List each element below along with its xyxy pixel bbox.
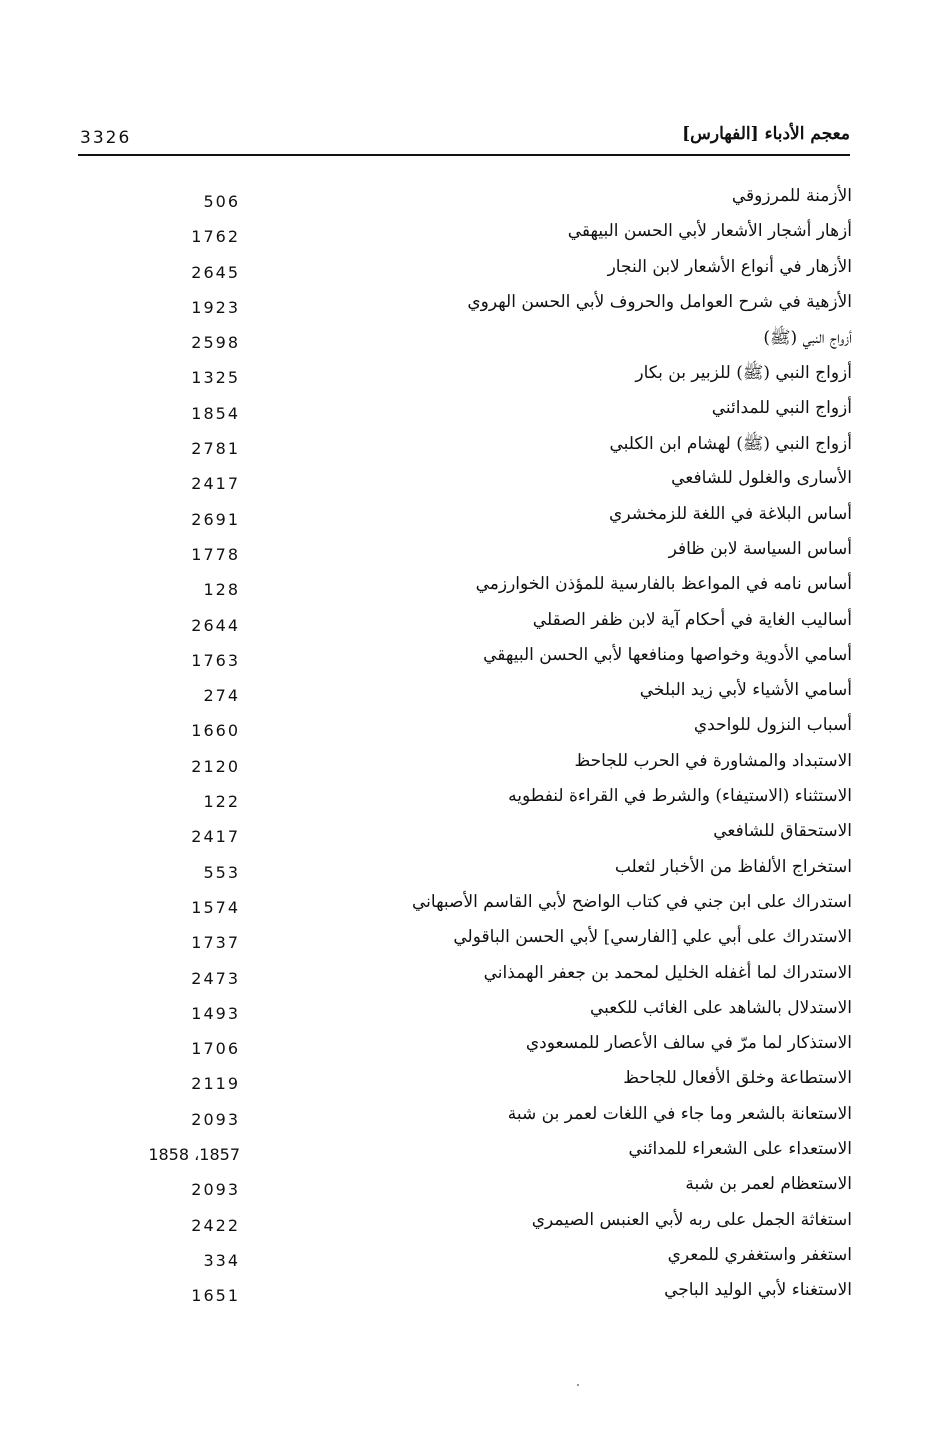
index-entry	[110, 1243, 852, 1278]
entry-page-numbers: 2422	[191, 1215, 240, 1235]
index-entry	[110, 890, 852, 925]
entry-page-numbers: 122	[203, 792, 240, 812]
index-entry	[110, 678, 852, 713]
entry-page-numbers: 1737	[191, 933, 240, 953]
entry-page-numbers: 1325	[191, 368, 240, 388]
entry-page-numbers: 2119	[191, 1074, 240, 1094]
entry-title: الاستطاعة وخلق الأفعال للجاحظ	[623, 1068, 852, 1089]
entry-title: الاستثناء (الاستيفاء) والشرط في القراءة لنفطويه	[508, 786, 852, 807]
entry-page-numbers: 1923	[191, 297, 240, 317]
entry-page-numbers: 2598	[191, 333, 240, 353]
entry-page-numbers: 2120	[191, 756, 240, 776]
entry-title: الأزهار في أنواع الأشعار لابن النجار	[607, 256, 852, 277]
index-entry	[110, 855, 852, 890]
entry-page-numbers: 2093	[191, 1109, 240, 1129]
entry-title: الاستدراك لما أغفله الخليل لمحمد بن جعفر الهمذاني	[483, 962, 852, 983]
entry-title: استخراج الألفاظ من الأخبار لثعلب	[614, 856, 852, 877]
entry-title: الاستذكار لما مرّ في سالف الأعصار للمسعودي	[525, 1033, 852, 1054]
entry-title: الأزمنة للمرزوقي	[731, 186, 852, 206]
entry-title: استدراك على ابن جني في كتاب الواضح لأبي القاسم الأصبهاني	[412, 891, 852, 912]
entry-title: الاستحقاق للشافعي	[713, 821, 852, 842]
entry-page-numbers: 334	[203, 1250, 240, 1270]
index-entry	[110, 608, 852, 643]
entry-title: أسباب النزول للواحدي	[693, 715, 852, 736]
index-entry	[110, 996, 852, 1031]
entry-page-numbers: 2473	[191, 968, 240, 988]
entry-title: الاستعظام لعمر بن شبة	[685, 1174, 852, 1195]
page-number: 3326	[80, 128, 132, 148]
entry-title: أزواج النبي (ﷺ) لهشام ابن الكلبي	[609, 434, 852, 455]
entry-page-numbers: 128	[203, 580, 240, 600]
entry-page-numbers: 2417	[191, 827, 240, 847]
index-entry	[110, 749, 852, 784]
running-title: معجم الأدباء [الفهارس]	[682, 124, 850, 144]
entry-page-numbers: 1660	[191, 721, 240, 741]
entry-page-numbers: 1706	[191, 1039, 240, 1059]
entry-title: أزواج النبي (ﷺ) للزبير بن بكار	[635, 363, 852, 384]
entry-title: الأسارى والغلول للشافعي	[671, 468, 852, 489]
entry-title: الاستعداء على الشعراء للمدائني	[628, 1139, 852, 1160]
index-entry	[110, 1172, 852, 1207]
entry-page-numbers: 553	[203, 862, 240, 882]
entry-page-numbers: 1763	[191, 650, 240, 670]
entry-title: أزواج النبي للمدائني	[711, 397, 852, 418]
entry-title: أساس البلاغة في اللغة للزمخشري	[609, 503, 852, 524]
index-entry	[110, 396, 852, 431]
index-entry	[110, 502, 852, 537]
index-entry	[110, 290, 852, 325]
entry-title: الأزهية في شرح العوامل والحروف لأبي الحسن الهروي	[467, 291, 852, 312]
index-entry	[110, 184, 852, 219]
index-entry	[110, 360, 852, 395]
index-entry	[110, 466, 852, 501]
index-entry	[110, 1102, 852, 1137]
entry-page-numbers: 1493	[191, 1003, 240, 1023]
entry-page-numbers: 1778	[191, 544, 240, 564]
index-entry	[110, 1208, 852, 1243]
scan-speck	[577, 1384, 579, 1386]
entry-page-numbers: 2781	[191, 439, 240, 459]
entry-page-numbers: 1574	[191, 897, 240, 917]
entry-title: أزواج النبي (ﷺ)	[763, 328, 852, 349]
index-entry	[110, 431, 852, 466]
entry-page-numbers: 274	[203, 686, 240, 706]
index-entry	[110, 1066, 852, 1101]
entry-page-numbers: 2691	[191, 509, 240, 529]
entry-title: أسامي الأدوية وخواصها ومنافعها لأبي الحسن البيهقي	[483, 644, 852, 665]
entry-title: أساليب الغاية في أحكام آية لابن ظفر الصقلي	[532, 609, 852, 630]
entry-title: الاستدراك على أبي علي [الفارسي] لأبي الحسن الباقولي	[453, 927, 852, 948]
index-entry	[110, 819, 852, 854]
index-entry	[110, 572, 852, 607]
entry-title: أسامي الأشياء لأبي زيد البلخي	[639, 680, 852, 701]
entry-title: أساس السياسة لابن ظافر	[668, 538, 852, 559]
index-list	[110, 184, 852, 1314]
index-entry	[110, 925, 852, 960]
index-entry	[110, 1031, 852, 1066]
entry-page-numbers: 1651	[191, 1286, 240, 1306]
index-entry	[110, 784, 852, 819]
entry-title: الاستغناء لأبي الوليد الباجي	[664, 1280, 852, 1301]
entry-page-numbers: 1762	[191, 227, 240, 247]
index-entry	[110, 961, 852, 996]
entry-page-numbers: 2417	[191, 474, 240, 494]
entry-title: الاستدلال بالشاهد على الغائب للكعبي	[589, 997, 852, 1018]
entry-title: استغفر واستغفري للمعري	[667, 1244, 852, 1265]
entry-page-numbers: 1857، 1858	[148, 1145, 240, 1165]
index-entry	[110, 1278, 852, 1313]
entry-title: الاستعانة بالشعر وما جاء في اللغات لعمر بن شبة	[507, 1103, 852, 1124]
index-entry	[110, 537, 852, 572]
entry-page-numbers: 2093	[191, 1180, 240, 1200]
entry-title: الاستبداد والمشاورة في الحرب للجاحظ	[574, 750, 852, 771]
entry-title: أزهار أشجار الأشعار لأبي الحسن البيهقي	[567, 221, 852, 242]
index-entry	[110, 219, 852, 254]
entry-page-numbers: 2644	[191, 615, 240, 635]
entry-page-numbers: 1854	[191, 403, 240, 423]
entry-title: أساس نامه في المواعظ بالفارسية للمؤذن الخوارزمي	[475, 574, 852, 595]
index-entry	[110, 713, 852, 748]
entry-page-numbers: 2645	[191, 262, 240, 282]
index-entry	[110, 1137, 852, 1172]
page-header	[78, 120, 850, 156]
entry-title: استغاثة الجمل على ربه لأبي العنبس الصيمري	[531, 1209, 852, 1230]
index-entry	[110, 643, 852, 678]
index-entry	[110, 325, 852, 360]
index-entry	[110, 255, 852, 290]
entry-page-numbers: 506	[203, 192, 240, 211]
